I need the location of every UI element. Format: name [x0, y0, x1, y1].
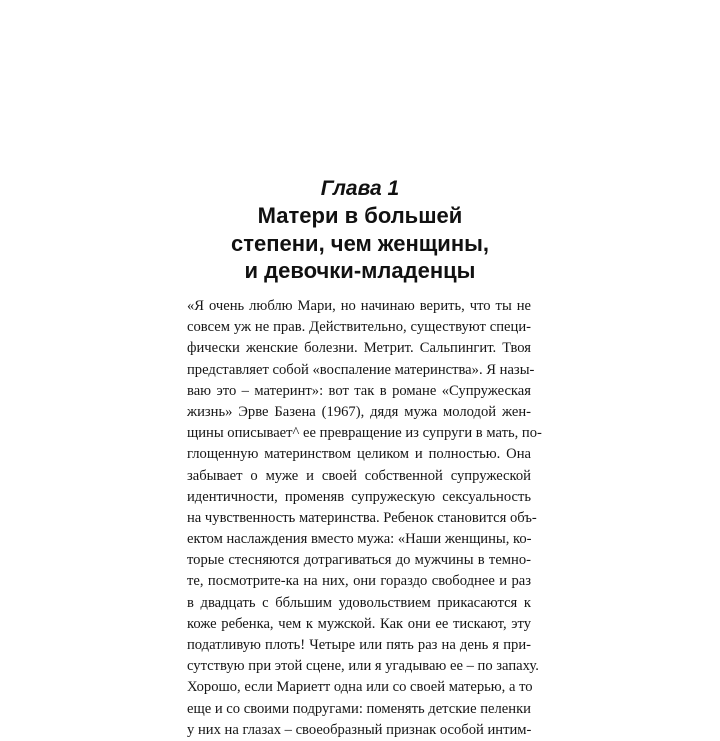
text-line: представляет собой «воспаление материнства». Я назы- [187, 361, 535, 378]
text-line: на чувственность материнства. Ребенок становится объ- [187, 509, 537, 526]
chapter-title-line: и девочки-младенцы [244, 258, 476, 283]
chapter-title-line: Матери в большей [257, 203, 463, 228]
text-line: щины описывает^ ее превращение из супруги в мать, по- [187, 425, 542, 442]
text-line: совсем уж не прав. Действительно, существуют специ- [187, 319, 531, 336]
text-line: податливую плоть! Четыре или пять раз на день я при- [187, 637, 531, 653]
text-line: в двадцать с ббльшим удовольствием прикасаются к [187, 594, 531, 611]
text-line: коже ребенка, чем к мужской. Как они ее тискают, эту [187, 615, 531, 632]
text-line: сутствую при этой сцене, или я угадываю ее – по запаху. [187, 658, 539, 675]
text-line: фически женские болезни. Метрит. Сальпингит. Твоя [187, 340, 531, 357]
text-line: Хорошо, если Мариетт одна или со своей матерью, а то [187, 679, 533, 696]
text-line: торые стесняются дотрагиваться до мужчины в темно- [187, 552, 531, 569]
text-line: жизнь» Эрве Базена (1967), дядя мужа молодой жен- [187, 403, 531, 420]
text-line: у них на глазах – своеобразный признак особой интим- [187, 721, 532, 738]
text-line: идентичности, променяв супружескую сексуальность [187, 488, 531, 505]
text-line: ектом наслаждения вместо мужа: «Наши женщины, ко- [187, 531, 532, 548]
body-paragraph [187, 296, 542, 741]
chapter-heading [0, 176, 720, 285]
text-line: ваю это – материнт»: вот так в романе «Супружеская [187, 382, 531, 399]
text-line: «Я очень люблю Мари, но начинаю верить, что ты не [187, 298, 531, 314]
text-line: те, посмотрите-ка на них, они гораздо свободнее и раз [187, 573, 531, 590]
chapter-label: Глава 1 [320, 177, 400, 200]
text-line: забывает о муже и своей собственной супружеской [187, 467, 531, 484]
chapter-title-line: степени, чем женщины, [230, 230, 490, 256]
text-line: глощенную материнством целиком и полностью. Она [187, 446, 531, 463]
text-line: еще и со своими подругами: поменять детские пеленки [187, 700, 531, 717]
